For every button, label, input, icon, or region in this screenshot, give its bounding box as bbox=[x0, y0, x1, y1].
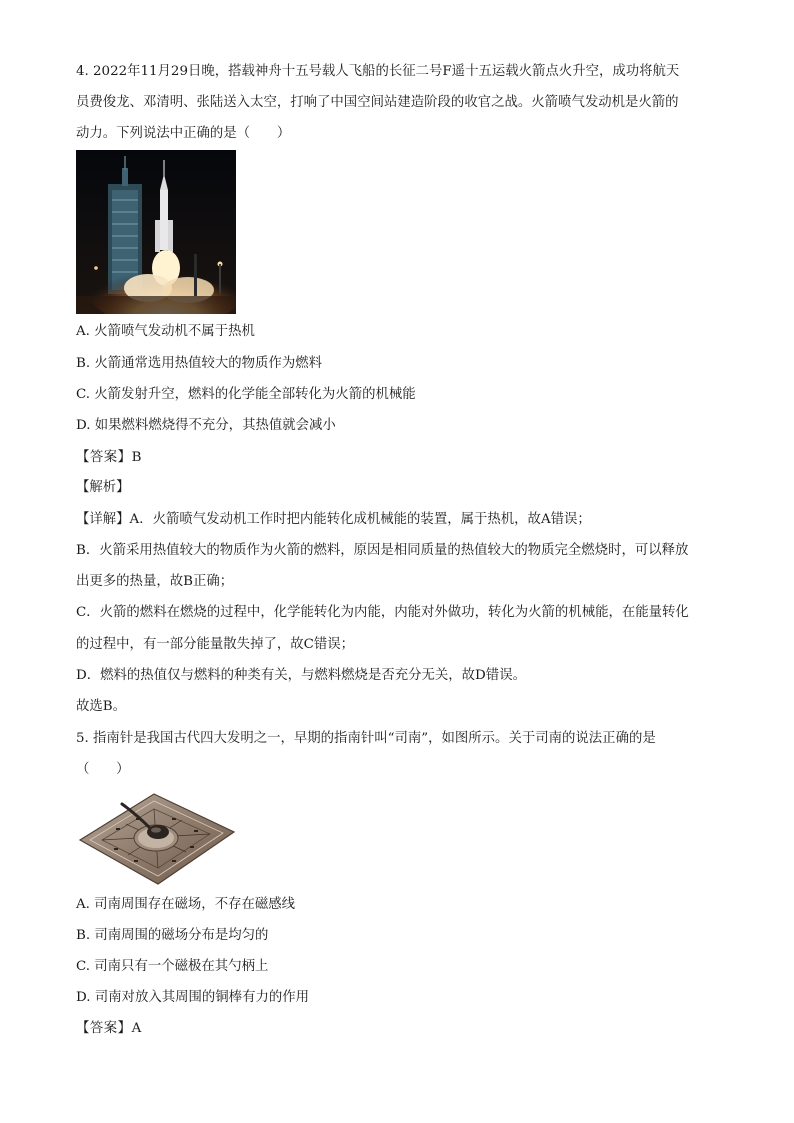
q4-detail-line-1: 【详解】A．火箭喷气发动机工作时把内能转化成机械能的装置，属于热机，故A错误； bbox=[76, 512, 591, 527]
q5-answer-value: A bbox=[131, 1021, 142, 1036]
q4-option-c: C. 火箭发射升空，燃料的化学能全部转化为火箭的机械能 bbox=[76, 387, 416, 402]
q4-analysis-tag: 【解析】 bbox=[76, 480, 130, 495]
q5-option-c: C. 司南只有一个磁极在其勺柄上 bbox=[76, 959, 269, 974]
q4-detail-line-2: B．火箭采用热值较大的物质作为火箭的燃料，原因是相同质量的热值较大的物质完全燃烧时，可以释放 bbox=[76, 543, 689, 558]
q5-stem-line-1: 5. 指南针是我国古代四大发明之一，早期的指南针叫“司南”，如图所示。关于司南的说法正确的是 bbox=[76, 731, 656, 746]
q4-stem-line-1: 4. 2022年11月29日晚，搭载神舟十五号载人飞船的长征二号F遥十五运载火箭点火升空，成功将航天 bbox=[76, 64, 680, 79]
q5-option-d: D. 司南对放入其周围的铜棒有力的作用 bbox=[76, 990, 310, 1005]
q4-option-d: D. 如果燃料燃烧得不充分，其热值就会减小 bbox=[76, 418, 336, 433]
q4-option-a: A. 火箭喷气发动机不属于热机 bbox=[76, 324, 255, 339]
sinan-compass-illustration bbox=[76, 788, 238, 888]
answer-tag: 【答案】 bbox=[76, 450, 132, 465]
q4-stem-line-2: 员费俊龙、邓清明、张陆送入太空，打响了中国空间站建造阶段的收官之战。火箭喷气发动机是火箭的 bbox=[76, 95, 679, 110]
q4-answer-line bbox=[76, 448, 726, 468]
q4-stem-line-3: 动力。下列说法中正确的是（ ） bbox=[76, 126, 291, 141]
q5-option-a: A. 司南周围存在磁场，不存在磁感线 bbox=[76, 897, 296, 912]
answer-tag: 【答案】 bbox=[76, 1021, 132, 1036]
rocket-launch-illustration bbox=[76, 150, 236, 314]
q5-answer-line bbox=[76, 1019, 726, 1039]
q4-detail-line-5: 的过程中，有一部分能量散失掉了，故C错误； bbox=[76, 637, 355, 652]
sinan-compass-image bbox=[76, 788, 238, 888]
rocket-launch-photo bbox=[76, 150, 236, 314]
q4-conclusion: 故选B。 bbox=[76, 699, 127, 714]
q5-stem-line-2: （ ） bbox=[76, 762, 130, 777]
q4-detail-line-3: 出更多的热量，故B正确； bbox=[76, 574, 234, 589]
q5-option-b: B. 司南周围的磁场分布是均匀的 bbox=[76, 928, 269, 943]
q4-answer-value: B bbox=[131, 450, 142, 465]
q4-detail-line-6: D．燃料的热值仅与燃料的种类有关，与燃料燃烧是否充分无关，故D错误。 bbox=[76, 668, 526, 683]
q4-option-b: B. 火箭通常选用热值较大的物质作为燃料 bbox=[76, 356, 322, 371]
q4-detail-line-4: C．火箭的燃料在燃烧的过程中，化学能转化为内能，内能对外做功，转化为火箭的机械能，在能量转化 bbox=[76, 605, 689, 620]
